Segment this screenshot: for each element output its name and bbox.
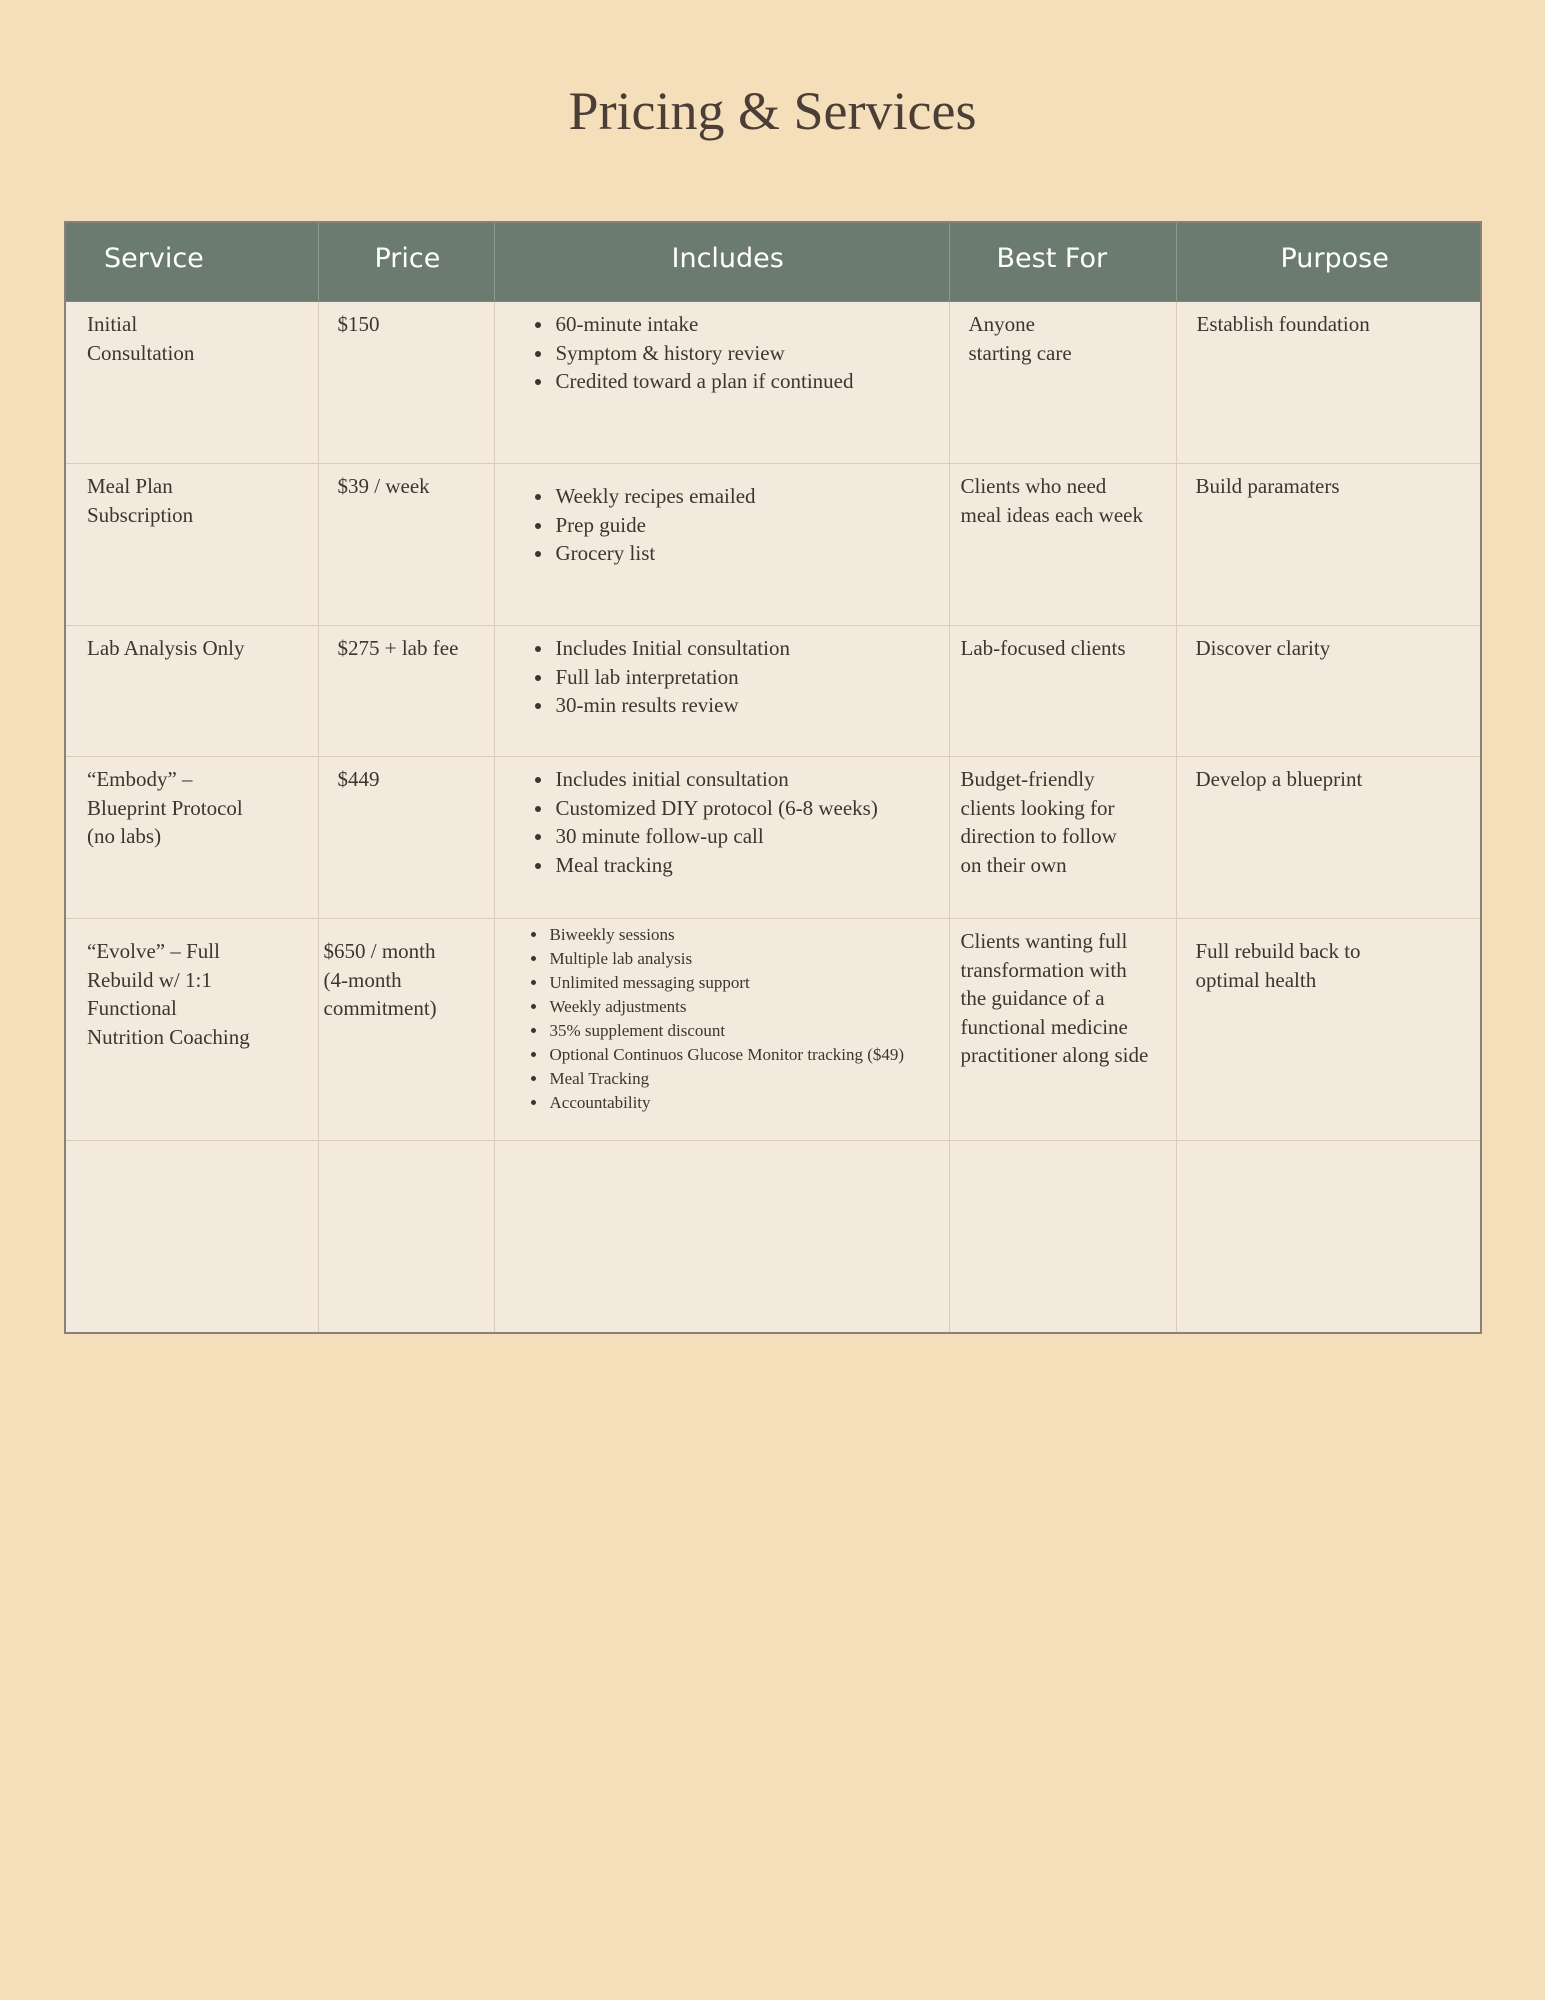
price-value: $150 (337, 312, 380, 336)
table-row (65, 757, 1481, 919)
purpose-text: Discover clarity (1195, 636, 1331, 660)
price-cell (318, 626, 494, 757)
list-item: • Symptom & history review (554, 339, 949, 368)
best-for-cell (949, 757, 1176, 919)
service-name: “Embody” – Blueprint Protocol (no labs) (87, 767, 243, 848)
table-row (65, 464, 1481, 626)
empty-cell (318, 1141, 494, 1333)
list-item: • 30 minute follow-up call (554, 822, 949, 851)
service-cell (65, 919, 318, 1141)
includes-cell (494, 302, 949, 464)
best-for-cell (949, 302, 1176, 464)
includes-list (495, 634, 949, 720)
header-service: Service (65, 222, 318, 302)
list-item: • Meal tracking (554, 851, 949, 880)
best-for-text: Clients wanting full transformation with the guidance of a functional medicine practitioner along side (960, 929, 1149, 1067)
includes-list (495, 923, 949, 1115)
header-best-for: Best For (949, 222, 1176, 302)
price-cell (318, 302, 494, 464)
list-item: • 30-min results review (554, 691, 949, 720)
best-for-cell (949, 464, 1176, 626)
list-item: • Weekly adjustments (548, 995, 949, 1019)
price-value: $275 + lab fee (337, 636, 459, 660)
list-item: • Credited toward a plan if continued (554, 367, 949, 396)
empty-table-row (65, 1141, 1481, 1333)
best-for-text: Lab-focused clients (960, 636, 1126, 660)
list-item: • Biweekly sessions (548, 923, 949, 947)
includes-cell (494, 626, 949, 757)
includes-list (495, 482, 949, 568)
empty-cell (1176, 1141, 1481, 1333)
price-cell (318, 464, 494, 626)
list-item: • Grocery list (554, 539, 949, 568)
service-cell (65, 302, 318, 464)
includes-cell (494, 464, 949, 626)
list-item: • Includes Initial consultation (554, 634, 949, 663)
includes-cell (494, 757, 949, 919)
list-item: • 60-minute intake (554, 310, 949, 339)
service-cell (65, 757, 318, 919)
price-value: $650 / month (4-month commitment) (323, 939, 437, 1020)
service-name: Lab Analysis Only (87, 636, 245, 660)
best-for-text: Clients who need meal ideas each week (960, 474, 1143, 527)
purpose-text: Develop a blueprint (1195, 767, 1363, 791)
empty-cell (949, 1141, 1176, 1333)
pricing-table (64, 221, 1482, 1334)
table-row (65, 302, 1481, 464)
purpose-cell (1176, 626, 1481, 757)
list-item: • 35% supplement discount (548, 1019, 949, 1043)
list-item: • Meal Tracking (548, 1067, 949, 1091)
service-name: Initial Consultation (87, 312, 195, 365)
best-for-text: Budget-friendly clients looking for direction to follow on their own (960, 767, 1117, 877)
includes-list (495, 310, 949, 396)
service-name: Meal Plan Subscription (87, 474, 194, 527)
price-value: $39 / week (337, 474, 430, 498)
price-value: $449 (337, 767, 380, 791)
service-name: “Evolve” – Full Rebuild w/ 1:1 Functional Nutrition Coaching (87, 939, 250, 1049)
list-item: • Unlimited messaging support (548, 971, 949, 995)
includes-cell (494, 919, 949, 1141)
list-item: • Weekly recipes emailed (554, 482, 949, 511)
best-for-cell (949, 919, 1176, 1141)
table-row (65, 919, 1481, 1141)
table-row (65, 626, 1481, 757)
list-item: • Includes initial consultation (554, 765, 949, 794)
purpose-cell (1176, 464, 1481, 626)
table-header-row (65, 222, 1481, 302)
purpose-text: Build paramaters (1195, 474, 1340, 498)
list-item: • Optional Continuos Glucose Monitor tracking ($49) (548, 1043, 949, 1067)
purpose-cell (1176, 302, 1481, 464)
price-cell (318, 757, 494, 919)
empty-cell (65, 1141, 318, 1333)
list-item: • Accountability (548, 1091, 949, 1115)
service-cell (65, 626, 318, 757)
list-item: • Multiple lab analysis (548, 947, 949, 971)
purpose-cell (1176, 757, 1481, 919)
list-item: • Full lab interpretation (554, 663, 949, 692)
header-price: Price (318, 222, 494, 302)
empty-cell (494, 1141, 949, 1333)
service-cell (65, 464, 318, 626)
list-item: • Prep guide (554, 511, 949, 540)
includes-list (495, 765, 949, 879)
purpose-cell (1176, 919, 1481, 1141)
header-purpose: Purpose (1176, 222, 1481, 302)
page-title: Pricing & Services (568, 81, 977, 141)
best-for-text: Anyone starting care (968, 312, 1072, 365)
header-includes: Includes (494, 222, 949, 302)
purpose-text: Establish foundation (1196, 312, 1370, 336)
best-for-cell (949, 626, 1176, 757)
price-cell (318, 919, 494, 1141)
list-item: • Customized DIY protocol (6-8 weeks) (554, 794, 949, 823)
purpose-text: Full rebuild back to optimal health (1195, 939, 1361, 992)
